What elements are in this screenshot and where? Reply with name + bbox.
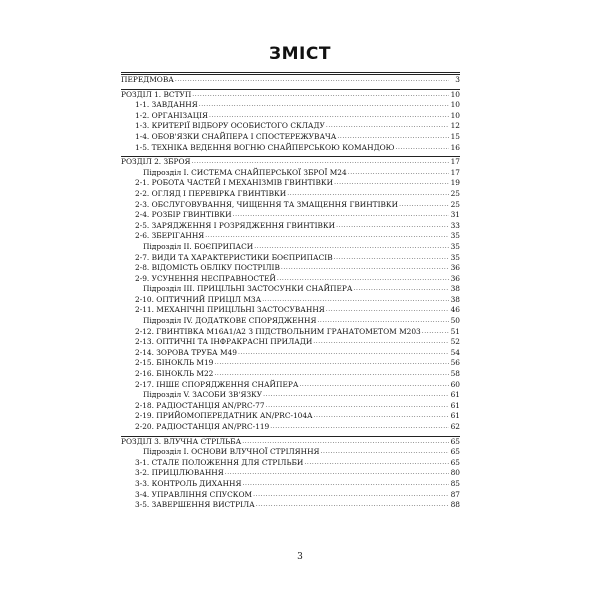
toc-entry-page: 3 [455,75,460,84]
page-title: ЗМІСТ [269,44,331,64]
toc-leader-dots [353,284,449,295]
toc-leader-dots [321,447,450,458]
toc-entry-label: Підрозділ І. ОСНОВИ ВЛУЧНОЇ СТРІЛЯННЯ [143,447,320,457]
toc-entry-page: 62 [450,422,460,431]
toc-entry [121,143,460,154]
toc-leader-dots [422,327,449,338]
toc-entry-label: 2-12. ГВИНТІВКА M16A1/A2 З ПІДСТВОЛЬНИМ ГРАНАТОМЕТОМ M203 [135,326,421,336]
toc-entry-page: 25 [450,199,460,209]
toc-entry-label: 2-2. ОГЛЯД І ПЕРЕВІРКА ГВИНТІВКИ [135,188,287,198]
toc-entry-label: 2-20. РАДІОСТАНЦІЯ AN/PRC-119 [135,422,270,431]
toc-leader-dots [281,263,449,274]
toc-leader-dots [334,178,449,189]
toc-entry [121,231,460,242]
toc-entry [121,437,460,448]
toc-leader-dots [334,253,449,264]
toc-entry-label: 3-1. СТАЛЕ ПОЛОЖЕННЯ ДЛЯ СТРІЛЬБИ [135,457,304,467]
toc-entry-page: 36 [450,263,460,273]
toc-leader-dots [192,157,449,168]
toc-entry-page: 88 [450,500,460,510]
toc-entry-label: Підрозділ ІІ. БОЄПРИПАСИ [143,241,254,251]
toc-entry-page: 35 [450,252,460,262]
toc-leader-dots [214,358,449,369]
toc-entry [121,458,460,469]
toc-leader-dots [175,75,449,86]
toc-leader-dots [348,168,449,179]
toc-entry-page: 35 [450,231,460,241]
toc-entry-page: 15 [450,131,460,141]
toc-entry [121,479,460,490]
toc-entry-page: 80 [450,468,460,478]
toc-leader-dots [254,242,449,253]
toc-leader-dots [199,100,449,111]
toc-entry-label: 1-4. ОБОВ'ЯЗКИ СНАЙПЕРА І СПОСТЕРЕЖУВАЧА [135,131,337,141]
toc-entry-page: 25 [450,188,460,198]
toc-entry-label: Підрозділ ІІІ. ПРИЦІЛЬНІ ЗАСТОСУНКИ СНАЙПЕРА [143,284,353,294]
toc-entry-page: 65 [450,447,460,457]
toc-entry-label: 1-2. ОРГАНІЗАЦІЯ [135,110,209,120]
toc-leader-dots [270,422,449,433]
toc-entry-page: 61 [450,390,460,400]
toc-leader-dots [304,458,449,469]
toc-entry [121,447,460,458]
toc-entry-label: 2-6. ЗБЕРІГАННЯ [135,231,205,241]
toc-leader-dots [233,210,449,221]
toc-entry-page: 58 [450,369,460,379]
toc-entry-page: 38 [450,284,460,294]
toc-entry-page: 12 [450,121,460,131]
toc-entry-page: 60 [450,379,460,389]
toc-leader-dots [253,490,449,501]
toc-entry [121,90,460,101]
toc-leader-dots [256,500,449,511]
toc-entry-page: 61 [450,400,460,410]
toc-leader-dots [242,479,449,490]
toc-entry-page: 87 [450,489,460,499]
toc-entry [121,157,460,168]
toc-entry-page: 10 [450,110,460,120]
toc-entry-label: 2-14. ЗОРОВА ТРУБА М49 [135,347,237,357]
toc-entry [121,411,460,422]
toc-entry [121,401,460,412]
toc-entry-page: 61 [450,411,460,421]
toc-leader-dots [209,111,449,122]
toc-leader-dots [317,316,449,327]
toc-entry-page: 17 [450,167,460,177]
toc-leader-dots [242,437,449,448]
toc-entry-label: 2-10. ОПТИЧНИЙ ПРИЦІЛ М3А [135,294,262,304]
toc-entry-label: 3-2. ПРИЦІЛЮВАННЯ [135,468,224,478]
table-of-contents [121,72,460,511]
toc-leader-dots [326,305,449,316]
toc-entry-page: 46 [450,305,460,315]
toc-entry [121,369,460,380]
toc-entry-page: 51 [450,326,460,336]
toc-leader-dots [326,121,449,132]
toc-entry [121,168,460,179]
toc-entry-label: 1-5. ТЕХНІКА ВЕДЕННЯ ВОГНЮ СНАЙПЕРСЬКОЮ КОМАНДОЮ [135,142,395,152]
toc-entry-page: 10 [450,100,460,110]
toc-entry-label: 2-19. ПРИЙОМОПЕРЕДАТНИК AN/PRC-104A [135,411,313,421]
toc-entry [121,111,460,122]
toc-entry-page: 33 [450,220,460,230]
toc-entry-page: 54 [450,347,460,357]
toc-entry-page: 38 [450,294,460,304]
toc-leader-dots [263,390,449,401]
toc-entry-label: 2-17. ІНШЕ СПОРЯДЖЕННЯ СНАЙПЕРА [135,379,299,389]
toc-entry-label: РОЗДІЛ 1. ВСТУП [121,89,192,99]
toc-entry [121,490,460,501]
toc-entry [121,242,460,253]
toc-entry-label: 2-16. БІНОКЛЬ M22 [135,369,214,379]
toc-entry-page: 56 [450,358,460,368]
toc-leader-dots [313,411,449,422]
toc-leader-dots [266,401,449,412]
toc-entry [121,100,460,111]
toc-entry-page: 35 [450,241,460,251]
toc-leader-dots [399,200,449,211]
toc-entry [121,253,460,264]
toc-entry [121,500,460,511]
toc-entry [121,295,460,306]
toc-entry-label: 2-3. ОБСЛУГОВУВАННЯ, ЧИЩЕННЯ ТА ЗМАЩЕННЯ ГВИНТІВКИ [135,199,399,209]
toc-entry [121,121,460,132]
toc-entry-label: 2-7. ВИДИ ТА ХАРАКТЕРИСТИКИ БОЄПРИПАСІВ [135,252,333,262]
toc-entry-label: 1-1. ЗАВДАННЯ [135,100,198,110]
toc-entry-page: 16 [450,142,460,152]
toc-entry-page: 19 [450,178,460,188]
toc-entry [121,284,460,295]
toc-entry-label: 3-3. КОНТРОЛЬ ДИХАННЯ [135,478,242,488]
toc-entry-label: 2-11. МЕХАНІЧНІ ПРИЦІЛЬНІ ЗАСТОСУВАННЯ [135,305,325,315]
toc-entry-label: 2-15. БІНОКЛЬ M19 [135,358,214,368]
toc-entry [121,337,460,348]
toc-leader-dots [238,348,449,359]
toc-entry-page: 85 [450,478,460,488]
toc-entry [121,274,460,285]
toc-entry-page: 50 [450,316,460,326]
toc-entry [121,468,460,479]
toc-leader-dots [337,132,449,143]
toc-entry-page: 65 [450,457,460,467]
toc-entry-label: 2-18. РАДІОСТАНЦІЯ AN/PRC-77 [135,400,265,410]
toc-entry-page: 31 [450,210,460,220]
toc-entry-label: 2-4. РОЗБІР ГВИНТІВКИ [135,210,232,220]
toc-entry-label: 2-8. ВІДОМІСТЬ ОБЛІКУ ПОСТРІЛІВ [135,263,280,273]
toc-leader-dots [287,189,449,200]
toc-entry-label: РОЗДІЛ 2. ЗБРОЯ [121,157,191,167]
toc-entry-page: 36 [450,273,460,283]
toc-entry [121,358,460,369]
toc-entry [121,178,460,189]
toc-entry-page: 65 [450,436,460,446]
toc-entry [121,348,460,359]
toc-entry [121,390,460,401]
toc-entry-label: Підрозділ І. СИСТЕМА СНАЙПЕРСЬКОЇ ЗБРОЇ М24 [143,167,347,177]
toc-entry-label: РОЗДІЛ 3. ВЛУЧНА СТРІЛЬБА [121,436,242,446]
toc-entry [121,263,460,274]
toc-entry-label: ПЕРЕДМОВА [121,75,174,84]
toc-leader-dots [336,221,449,232]
toc-entry [121,221,460,232]
toc-leader-dots [214,369,449,380]
toc-entry-label: 2-5. ЗАРЯДЖЕННЯ І РОЗРЯДЖЕННЯ ГВИНТІВКИ [135,220,336,230]
toc-entry [121,380,460,391]
page-number: 3 [297,552,303,562]
toc-leader-dots [225,468,449,479]
toc-entry [121,75,460,86]
toc-leader-dots [277,274,449,285]
toc-entry-page: 17 [450,157,460,167]
toc-entry-label: 2-1. РОБОТА ЧАСТЕЙ І МЕХАНІЗМІВ ГВИНТІВКИ [135,178,334,188]
toc-entry-label: 1-3. КРИТЕРІЇ ВІДБОРУ ОСОБИСТОГО СКЛАДУ [135,121,325,131]
toc-entry-label: Підрозділ IV. ДОДАТКОВЕ СПОРЯДЖЕННЯ [143,316,317,326]
toc-entry-label: 2-13. ОПТИЧНІ ТА ІНФРАКРАСНІ ПРИЛАДИ [135,337,313,347]
toc-entry [121,316,460,327]
toc-leader-dots [299,380,449,391]
toc-entry [121,422,460,433]
toc-entry-label: 3-5. ЗАВЕРШЕННЯ ВИСТРІЛА [135,500,255,510]
toc-entry [121,189,460,200]
toc-entry [121,327,460,338]
toc-leader-dots [262,295,449,306]
toc-entry-label: Підрозділ V. ЗАСОБИ ЗВ'ЯЗКУ [143,390,263,400]
toc-leader-dots [192,90,449,101]
toc-entry [121,305,460,316]
toc-entry-label: 2-9. УСУНЕННЯ НЕСПРАВНОСТЕЙ [135,273,276,283]
toc-entry-label: 3-4. УПРАВЛІННЯ СПУСКОМ [135,489,253,499]
toc-entry-page: 52 [450,337,460,347]
toc-entry [121,210,460,221]
toc-leader-dots [395,143,449,154]
toc-entry [121,132,460,143]
toc-entry-page: 10 [450,89,460,99]
toc-leader-dots [313,337,449,348]
toc-leader-dots [205,231,449,242]
toc-entry [121,200,460,211]
